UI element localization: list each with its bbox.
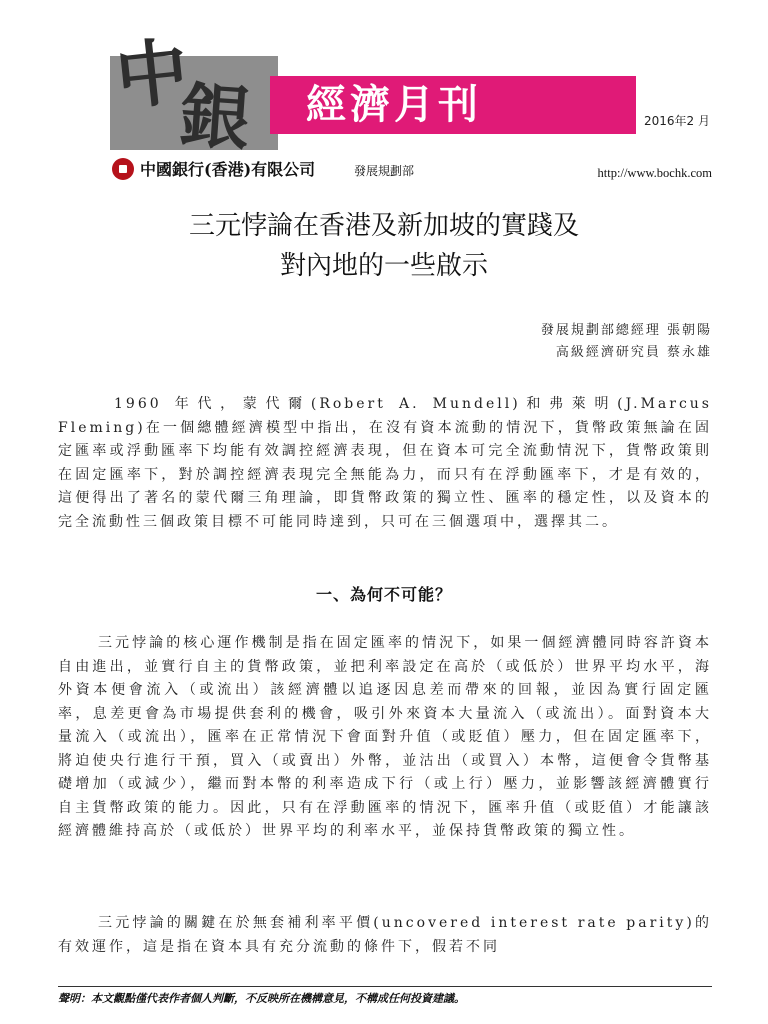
- bank-emblem-icon: [112, 158, 134, 180]
- issue-date: 2016年2 月: [644, 114, 710, 128]
- publication-title: 經濟月刊: [306, 82, 482, 128]
- bank-name: 中國銀行(香港)有限公司: [140, 160, 316, 179]
- article-title: [0, 206, 768, 286]
- publication-banner: [270, 76, 636, 134]
- section-heading-1: 一、為何不可能？: [315, 585, 452, 604]
- authors: [541, 320, 712, 364]
- logo-char-yin: 銀: [177, 73, 253, 161]
- masthead: [0, 0, 768, 200]
- footer-divider: [58, 986, 712, 987]
- bank-logo: [110, 27, 278, 161]
- paragraph-3: 三元悖論的關鍵在於無套補利率平價(uncovered interest rate parity)的有效運作，這是指在資本具有充分流動的條件下，假若不同: [58, 915, 712, 955]
- article-title-line-2: 對內地的一些啟示: [279, 251, 488, 281]
- paragraph-1: 1960 年代，蒙代爾(Robert A. Mundell)和弗萊明(J.Marcus Fleming)在一個總體經濟模型中指出，在沒有資本流動的情況下，貨幣政策無論在固定匯率或浮動匯率下均能有效調控經濟表現，但在資本可完全流動情況下，貨幣政策則在固定匯率下，對於調控經濟表現完全無能為力，而只有在浮動匯率下，才是有效的，這便得出了著名的蒙代爾三角理論，即貨幣政策的獨立性、匯率的穩定性，以及資本的完全流動性三個政策目標不可能同時達到，只可在三個選項中，選擇其二。: [58, 396, 712, 530]
- website-link[interactable]: http://www.bochk.com: [597, 166, 712, 180]
- author-2: 高級經濟研究員 蔡永雄: [555, 345, 712, 360]
- logo-char-zhong: 中: [111, 27, 193, 120]
- paragraph-2: 三元悖論的核心運作機制是指在固定匯率的情況下，如果一個經濟體同時容許資本自由進出，並實行自主的貨幣政策，並把利率設定在高於（或低於）世界平均水平，海外資本便會流入（或流出）該經濟體以追逐因息差而帶來的回報，並因為實行固定匯率，息差更會為市場提供套利的機會，吸引外來資本大量流入（或流出）。面對資本大量流入（或流出），匯率在正常情況下會面對升值（或貶值）壓力，但在固定匯率下，將迫使央行進行干預，買入（或賣出）外幣，並沽出（或買入）本幣，這便會令貨幣基礎增加（或減少），繼而對本幣的利率造成下行（或上行）壓力，並影響該經濟體實行自主貨幣政策的能力。因此，只有在浮動匯率的情況下，匯率升值（或貶值）才能讓該經濟體維持高於（或低於）世界平均的利率水平，並保持貨幣政策的獨立性。: [58, 635, 712, 839]
- department-name: 發展規劃部: [354, 164, 415, 178]
- article-title-line-1: 三元悖論在香港及新加坡的實踐及: [188, 211, 579, 241]
- author-1: 發展規劃部總經理 張朝陽: [540, 323, 712, 338]
- disclaimer: 聲明：本文觀點僅代表作者個人判斷，不反映所在機構意見，不構成任何投資建議。: [58, 992, 465, 1005]
